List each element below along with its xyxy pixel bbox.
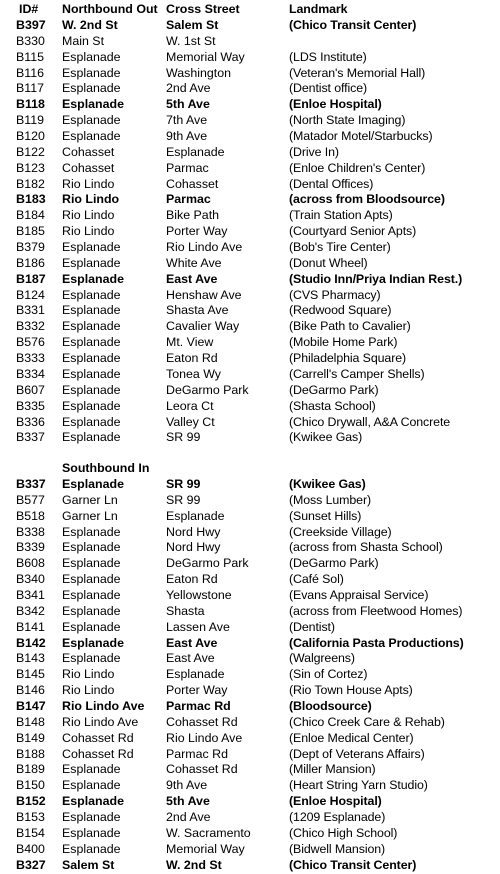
- main-street: Garner Ln: [62, 508, 118, 523]
- table-row: [0, 492, 500, 508]
- table-row: [0, 777, 500, 793]
- table-row: [0, 128, 500, 144]
- landmark: (Chico Transit Center): [289, 18, 417, 32]
- table-row: [0, 730, 500, 746]
- main-street: Esplanade: [62, 556, 121, 571]
- table-row: [0, 49, 500, 65]
- table-row: [0, 366, 500, 382]
- stop-id: B330: [16, 33, 45, 48]
- table-row: [0, 382, 500, 398]
- main-street: Esplanade: [62, 335, 121, 350]
- table-row: [0, 191, 500, 207]
- table-row: [0, 176, 500, 192]
- stop-id: B146: [16, 683, 45, 698]
- landmark: (1209 Esplanade): [289, 810, 386, 825]
- landmark: (Bike Path to Cavalier): [289, 319, 411, 334]
- table-row: [0, 17, 500, 33]
- landmark: (Philadelphia Square): [289, 351, 407, 366]
- table-row: [0, 414, 500, 430]
- cross-street: 2nd Ave: [166, 81, 211, 96]
- landmark: (Rio Town House Apts): [289, 683, 413, 698]
- cross-street: White Ave: [166, 255, 222, 270]
- main-street: Esplanade: [62, 810, 121, 825]
- landmark: (across from Shasta School): [289, 540, 443, 555]
- stop-id: B120: [16, 129, 45, 144]
- main-street: Esplanade: [62, 366, 121, 381]
- stop-id: B577: [16, 492, 45, 507]
- main-street: Cohasset Rd: [62, 730, 134, 745]
- main-street: Garner Ln: [62, 492, 118, 507]
- table-row: [0, 698, 500, 714]
- cross-street: 9th Ave: [166, 129, 208, 144]
- cross-street: Mt. View: [166, 335, 214, 350]
- table-row: [0, 539, 500, 555]
- landmark: (Café Sol): [289, 572, 344, 587]
- stop-id: B142: [16, 635, 46, 650]
- main-street: Esplanade: [62, 540, 121, 555]
- stop-id: B149: [16, 730, 45, 745]
- landmark: (Enloe Hospital): [289, 794, 382, 809]
- landmark: (Moss Lumber): [289, 492, 372, 507]
- main-street: Esplanade: [62, 430, 121, 445]
- stop-id: B327: [16, 857, 46, 872]
- table-row: [0, 398, 500, 414]
- cross-street: Eaton Rd: [166, 351, 218, 366]
- landmark: (Dentist office): [289, 81, 368, 96]
- stop-id: B184: [16, 208, 45, 223]
- main-street: Esplanade: [62, 414, 121, 429]
- table-row: [0, 508, 500, 524]
- stop-id: B118: [16, 97, 45, 112]
- stop-id: B124: [16, 287, 45, 302]
- landmark: (Veteran's Memorial Hall): [289, 65, 426, 80]
- table-row: [0, 857, 500, 873]
- stop-id: B117: [16, 81, 45, 96]
- main-street: Esplanade: [62, 524, 121, 539]
- cross-street: Lassen Ave: [166, 619, 230, 634]
- main-street: Rio Lindo Ave: [62, 714, 139, 729]
- table-row: [0, 160, 500, 176]
- landmark: (LDS Institute): [289, 49, 367, 64]
- cross-street: Parmac Rd: [166, 699, 231, 714]
- table-row: [0, 65, 500, 81]
- stop-id: B123: [16, 160, 45, 175]
- table-row: [0, 96, 500, 112]
- cross-street: SR 99: [166, 430, 201, 445]
- cross-street: Porter Way: [166, 224, 228, 239]
- table-row: [0, 603, 500, 619]
- cross-street: Shasta: [166, 603, 205, 618]
- main-street: Esplanade: [62, 588, 121, 603]
- landmark: (Redwood Square): [289, 303, 392, 318]
- stop-id: B183: [16, 192, 46, 207]
- stop-id: B189: [16, 762, 45, 777]
- header-direction: Northbound Out: [62, 2, 158, 16]
- header-cross-street: Cross Street: [166, 2, 240, 16]
- stop-id: B152: [16, 794, 46, 809]
- main-street: Esplanade: [62, 351, 121, 366]
- main-street: Esplanade: [62, 841, 121, 856]
- landmark: (Matador Motel/Starbucks): [289, 129, 433, 144]
- main-street: Esplanade: [62, 129, 121, 144]
- cross-street: W. 1st St: [166, 33, 216, 48]
- southbound-heading: Southbound In: [62, 461, 150, 475]
- cross-street: Nord Hwy: [166, 540, 221, 555]
- cross-street: 5th Ave: [166, 97, 210, 112]
- cross-street: Bike Path: [166, 208, 220, 223]
- cross-street: Memorial Way: [166, 841, 245, 856]
- cross-street: 7th Ave: [166, 113, 208, 128]
- landmark: (Miller Mansion): [289, 762, 376, 777]
- cross-street: W. 2nd St: [166, 857, 222, 872]
- main-street: W. 2nd St: [62, 18, 118, 32]
- table-row: [0, 144, 500, 160]
- stop-id: B119: [16, 113, 45, 128]
- main-street: Esplanade: [62, 287, 121, 302]
- main-street: Esplanade: [62, 603, 121, 618]
- cross-street: Rio Lindo Ave: [166, 240, 243, 255]
- table-row: [0, 571, 500, 587]
- landmark: (Enloe Hospital): [289, 97, 382, 112]
- landmark: (across from Fleetwood Homes): [289, 603, 463, 618]
- landmark: (Evans Appraisal Service): [289, 588, 429, 603]
- cross-street: Eaton Rd: [166, 572, 218, 587]
- cross-street: DeGarmo Park: [166, 556, 249, 571]
- table-row: [0, 524, 500, 540]
- stop-id: B153: [16, 810, 45, 825]
- main-street: Esplanade: [62, 794, 124, 809]
- landmark: (Dentist): [289, 619, 335, 634]
- landmark: (Train Station Apts): [289, 208, 393, 223]
- main-street: Esplanade: [62, 651, 121, 666]
- table-row: [0, 809, 500, 825]
- main-street: Cohasset: [62, 144, 115, 159]
- main-street: Esplanade: [62, 49, 121, 64]
- main-street: Esplanade: [62, 382, 121, 397]
- stop-id: B188: [16, 746, 45, 761]
- cross-street: Parmac Rd: [166, 746, 228, 761]
- stop-id: B154: [16, 825, 45, 840]
- stop-id: B335: [16, 398, 45, 413]
- table-row: [0, 239, 500, 255]
- header-landmark: Landmark: [289, 2, 348, 16]
- landmark: (Enloe Medical Center): [289, 730, 414, 745]
- cross-street: Nord Hwy: [166, 524, 221, 539]
- table-row: [0, 318, 500, 334]
- table-row: [0, 825, 500, 841]
- landmark: (Walgreens): [289, 651, 355, 666]
- cross-street: 9th Ave: [166, 778, 208, 793]
- landmark: (Donut Wheel): [289, 255, 368, 270]
- landmark: (Enloe Children's Center): [289, 160, 426, 175]
- main-street: Esplanade: [62, 97, 124, 112]
- stop-id: B143: [16, 651, 45, 666]
- stop-id: B334: [16, 366, 45, 381]
- table-row: [0, 714, 500, 730]
- table-row: [0, 666, 500, 682]
- landmark: (across from Bloodsource): [289, 192, 445, 207]
- main-street: Cohasset: [62, 160, 115, 175]
- landmark: (Chico High School): [289, 825, 398, 840]
- table-row: [0, 746, 500, 762]
- table-row: [0, 682, 500, 698]
- cross-street: Esplanade: [166, 144, 225, 159]
- landmark: (Dental Offices): [289, 176, 374, 191]
- main-street: Esplanade: [62, 255, 121, 270]
- landmark: (Bloodsource): [289, 699, 372, 714]
- main-street: Esplanade: [62, 572, 121, 587]
- stop-id: B518: [16, 508, 45, 523]
- cross-street: Porter Way: [166, 683, 228, 698]
- stop-id: B337: [16, 430, 45, 445]
- cross-street: Cavalier Way: [166, 319, 240, 334]
- stop-id: B186: [16, 255, 45, 270]
- stop-id: B379: [16, 240, 45, 255]
- cross-street: Cohasset: [166, 176, 219, 191]
- stop-id: B332: [16, 319, 45, 334]
- stop-id: B148: [16, 714, 45, 729]
- cross-street: Esplanade: [166, 508, 225, 523]
- stop-id: B340: [16, 572, 45, 587]
- stop-id: B187: [16, 271, 46, 286]
- stop-id: B400: [16, 841, 45, 856]
- stop-id: B116: [16, 65, 45, 80]
- landmark: (Sunset Hills): [289, 508, 362, 523]
- landmark: (Kwikee Gas): [289, 430, 363, 445]
- landmark: (North State Imaging): [289, 113, 406, 128]
- cross-street: 5th Ave: [166, 794, 210, 809]
- table-row: [0, 334, 500, 350]
- landmark: (Kwikee Gas): [289, 477, 366, 491]
- stop-id: B145: [16, 667, 45, 682]
- table-row: [0, 33, 500, 49]
- stop-id: B122: [16, 144, 45, 159]
- main-street: Rio Lindo Ave: [62, 699, 145, 714]
- table-header: [0, 1, 500, 17]
- table-row: [0, 350, 500, 366]
- main-street: Rio Lindo: [62, 683, 115, 698]
- stop-id: B576: [16, 335, 45, 350]
- landmark: (Heart String Yarn Studio): [289, 778, 428, 793]
- cross-street: Cohasset Rd: [166, 762, 238, 777]
- cross-street: Esplanade: [166, 667, 225, 682]
- landmark: (Drive In): [289, 144, 339, 159]
- cross-street: Leora Ct: [166, 398, 214, 413]
- stop-id: B336: [16, 414, 45, 429]
- main-street: Esplanade: [62, 619, 121, 634]
- main-street: Esplanade: [62, 81, 121, 96]
- stop-id: B397: [16, 18, 46, 32]
- landmark: (DeGarmo Park): [289, 556, 379, 571]
- main-street: Esplanade: [62, 240, 121, 255]
- cross-street: DeGarmo Park: [166, 382, 249, 397]
- cross-street: W. Sacramento: [166, 825, 251, 840]
- cross-street: Rio Lindo Ave: [166, 730, 243, 745]
- landmark: (Studio Inn/Priya Indian Rest.): [289, 271, 463, 286]
- main-street: Esplanade: [62, 477, 124, 491]
- table-row: [0, 841, 500, 857]
- landmark: (Chico Creek Care & Rehab): [289, 714, 445, 729]
- main-street: Esplanade: [62, 762, 121, 777]
- stop-id: B150: [16, 778, 45, 793]
- table-row: [0, 555, 500, 571]
- table-row: [0, 207, 500, 223]
- main-street: Esplanade: [62, 271, 124, 286]
- stop-id: B338: [16, 524, 45, 539]
- stop-id: B342: [16, 603, 45, 618]
- table-row: [0, 287, 500, 303]
- table-row: [0, 619, 500, 635]
- main-street: Esplanade: [62, 113, 121, 128]
- cross-street: Henshaw Ave: [166, 287, 242, 302]
- main-street: Esplanade: [62, 635, 124, 650]
- table-row: [0, 80, 500, 96]
- cross-street: Washington: [166, 65, 231, 80]
- main-street: Cohasset Rd: [62, 746, 134, 761]
- table-row: [0, 112, 500, 128]
- landmark: (California Pasta Productions): [289, 635, 464, 650]
- table-row: [0, 761, 500, 777]
- stop-id: B333: [16, 351, 45, 366]
- landmark: (Bidwell Mansion): [289, 841, 386, 856]
- cross-street: SR 99: [166, 477, 201, 491]
- stop-id: B339: [16, 540, 45, 555]
- stop-id: B147: [16, 699, 46, 714]
- stop-id: B608: [16, 556, 45, 571]
- cross-street: East Ave: [166, 651, 215, 666]
- table-row: [0, 476, 500, 492]
- stop-id: B331: [16, 303, 45, 318]
- table-row: [0, 429, 500, 445]
- header-id: ID#: [19, 2, 39, 16]
- main-street: Esplanade: [62, 303, 121, 318]
- stop-id: B115: [16, 49, 45, 64]
- main-street: Esplanade: [62, 65, 121, 80]
- cross-street: Parmac: [166, 192, 211, 207]
- cross-street: SR 99: [166, 492, 201, 507]
- cross-street: Salem St: [166, 18, 219, 32]
- table-row: [0, 255, 500, 271]
- table-row: [0, 302, 500, 318]
- stop-id: B182: [16, 176, 45, 191]
- main-street: Salem St: [62, 857, 115, 872]
- landmark: (Sin of Cortez): [289, 667, 368, 682]
- landmark: (Bob's Tire Center): [289, 240, 391, 255]
- landmark: (DeGarmo Park): [289, 382, 379, 397]
- main-street: Esplanade: [62, 319, 121, 334]
- table-row: [0, 793, 500, 809]
- main-street: Rio Lindo: [62, 667, 115, 682]
- landmark: (Mobile Home Park): [289, 335, 398, 350]
- main-street: Rio Lindo: [62, 224, 115, 239]
- landmark: (Courtyard Senior Apts): [289, 224, 417, 239]
- cross-street: East Ave: [166, 271, 218, 286]
- cross-street: East Ave: [166, 635, 218, 650]
- main-street: Rio Lindo: [62, 192, 120, 207]
- cross-street: Shasta Ave: [166, 303, 229, 318]
- landmark: (Carrell's Camper Shells): [289, 366, 425, 381]
- cross-street: Yellowstone: [166, 588, 232, 603]
- main-street: Main St: [62, 33, 105, 48]
- table-row: [0, 650, 500, 666]
- stop-id: B607: [16, 382, 45, 397]
- cross-street: Cohasset Rd: [166, 714, 238, 729]
- table-row: [0, 223, 500, 239]
- landmark: (Creekside Village): [289, 524, 392, 539]
- cross-street: 2nd Ave: [166, 810, 211, 825]
- stop-id: B141: [16, 619, 45, 634]
- landmark: (Dept of Veterans Affairs): [289, 746, 425, 761]
- table-row: [0, 635, 500, 651]
- landmark: (Chico Drywall, A&A Concrete: [289, 414, 451, 429]
- cross-street: Parmac: [166, 160, 209, 175]
- stop-id: B337: [16, 477, 46, 491]
- cross-street: Valley Ct: [166, 414, 215, 429]
- table-row: [0, 587, 500, 603]
- table-row: [0, 271, 500, 287]
- main-street: Esplanade: [62, 398, 121, 413]
- landmark: (Shasta School): [289, 398, 376, 413]
- landmark: (CVS Pharmacy): [289, 287, 381, 302]
- stop-id: B185: [16, 224, 45, 239]
- cross-street: Tonea Wy: [166, 366, 221, 381]
- main-street: Rio Lindo: [62, 176, 115, 191]
- stop-id: B341: [16, 588, 45, 603]
- landmark: (Chico Transit Center): [289, 857, 417, 872]
- cross-street: Memorial Way: [166, 49, 245, 64]
- main-street: Rio Lindo: [62, 208, 115, 223]
- main-street: Esplanade: [62, 825, 121, 840]
- main-street: Esplanade: [62, 778, 121, 793]
